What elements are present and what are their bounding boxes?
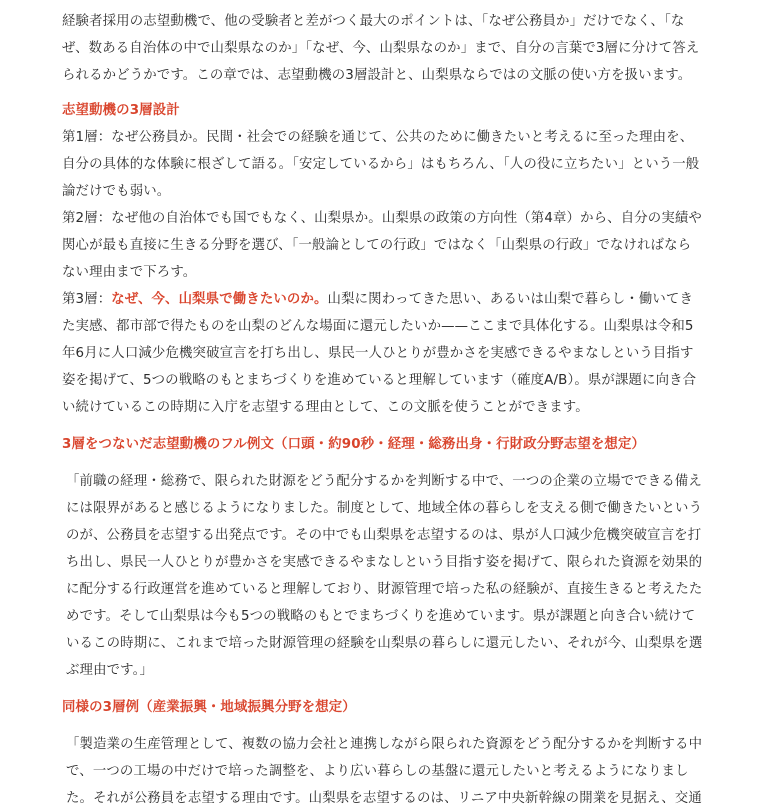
layer2-paragraph: 第2層：なぜ他の自治体でも国でもなく、山梨県か。山梨県の政策の方向性（第4章）から、自分の実績や関心が最も直接に生きる分野を選び、「一般論としての行政」ではなく「山梨県の行政」でなければならない理由まで下ろす。 bbox=[62, 211, 702, 280]
layer3-paragraph bbox=[62, 286, 703, 421]
layer3-emphasis: なぜ、今、山梨県で働きたいのか。 bbox=[111, 292, 328, 307]
section-heading-similar-example: 同様の3層例（産業振興・地域振興分野を想定） bbox=[62, 700, 356, 715]
section-heading-full-example: 3層をつないだ志望動機のフル例文（口頭・約90秒・経理・総務出身・行財政分野志望を想定） bbox=[62, 437, 646, 452]
layer3-prefix: 第3層： bbox=[62, 292, 112, 307]
section-heading-three-layer-design: 志望動機の3層設計 bbox=[62, 103, 180, 118]
layer1-paragraph: 第1層：なぜ公務員か。民間・社会での経験を通じて、公共のために働きたいと考えるに至った理由を、自分の具体的な体験に根ざして語る。「安定しているから」はもちろん、「人の役に立ちたい」という一般論だけでも弱い。 bbox=[62, 130, 700, 199]
similar-example-quote: 「製造業の生産管理として、複数の協力会社と連携しながら限られた資源をどう配分するかを判断する中で、一つの工場の中だけで培った調整を、より広い暮らしの基盤に還元したいと考えるようになりました。それが公務員を志望する理由です。山梨県を志望するのは、リニア中央新幹線の開業を見据え、交通 bbox=[66, 737, 703, 806]
layer3-body: 山梨に関わってきた思い、あるいは山梨で暮らし・働いてきた実感、都市部で得たものを山梨のどんな場面に還元したいか——ここまで具体化する。山梨県は令和5年6月に人口減少危機突破宣言を打ち出し、県民一人ひとりが豊かさを実感できるやまなしという目指す姿を掲げて、5つの戦略のもとまちづくりを進めていると理解しています（確度A/B）。県が課題に向き合い続けているこの時期に入庁を志望する理由として、この文脈を使うことができます。 bbox=[62, 292, 697, 415]
intro-paragraph: 経験者採用の志望動機で、他の受験者と差がつく最大のポイントは、「なぜ公務員か」だけでなく、「なぜ、数ある自治体の中で山梨県なのか」「なぜ、今、山梨県なのか」まで、自分の言葉で3層に分けて答えられるかどうかです。この章では、志望動機の3層設計と、山梨県ならではの文脈の使い方を扱います。 bbox=[62, 14, 700, 83]
full-example-quote: 「前職の経理・総務で、限られた財源をどう配分するかを判断する中で、一つの企業の立場でできる備えには限界があると感じるようになりました。制度として、地域全体の暮らしを支える側で働きたいというのが、公務員を志望する出発点です。その中でも山梨県を志望するのは、県が人口減少危機突破宣言を打ち出し、県民一人ひとりが豊かさを実感できるやまなしという目指す姿を掲げて、限られた資源を効果的に配分する行政運営を進めていると理解しており、財源管理で培った私の経験が、直接生きると考えたためです。そして山梨県は今も5つの戦略のもとでまちづくりを進めています。県が課題と向き合い続けているこの時期に、これまで培った財源管理の経験を山梨県の暮らしに還元したい、それが今、山梨県を選ぶ理由です。」 bbox=[66, 474, 703, 678]
